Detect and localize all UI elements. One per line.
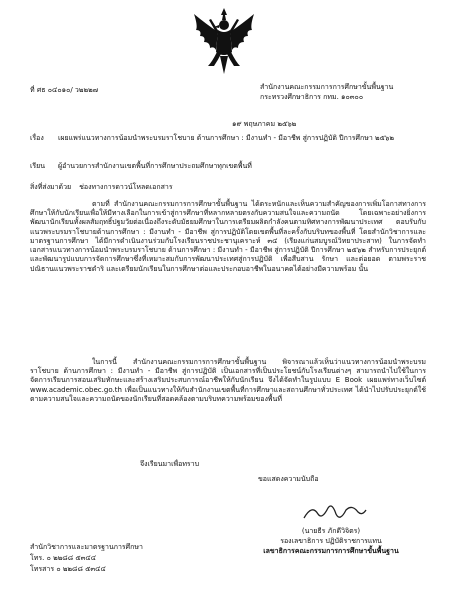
regards-line: ขอแสดงความนับถือ <box>258 475 319 483</box>
footer-office: สำนักวิชาการและมาตรฐานการศึกษา <box>30 543 143 551</box>
garuda-emblem-icon <box>190 6 258 76</box>
recipient-label: เรียน <box>30 162 46 170</box>
closing-line: จึงเรียนมาเพื่อทราบ <box>140 460 200 468</box>
recipient-row <box>30 162 425 171</box>
letter-date: ๑๙ พฤษภาคม ๒๕๖๒ <box>232 120 297 128</box>
signer-title-2: เลขาธิการคณะกรรมการการศึกษาขั้นพื้นฐาน <box>263 547 399 556</box>
attachment-label: สิ่งที่ส่งมาด้วย <box>30 183 72 191</box>
office-address: กระทรวงศึกษาธิการ กทม. ๑๐๓๐๐ <box>260 93 364 102</box>
recipient-text: ผู้อำนวยการสำนักงานเขตพื้นที่การศึกษาประถมศึกษาทุกเขตพื้นที่ <box>58 162 252 170</box>
subject-row <box>30 134 425 143</box>
signer-title-1: รองเลขาธิการ ปฏิบัติราชการแทน <box>280 537 382 546</box>
footer-phone: โทร. ๐ ๒๒๘๘ ๕๓๔๔ <box>30 553 97 562</box>
body-paragraph-2: ในการนี้ สำนักงานคณะกรรมการการศึกษาขั้นพื้นฐาน พิจารณาแล้วเห็นว่าแนวทางการน้อมนำพระบรมราโชบาย ด้านการศึกษา : มีงานทำ - มีอาชีพ สู่การปฏิบัติ เป็นเอกสารที่เป็นประโยชน์กับโรงเรียนต่างๆ สามารถนำไปใช้ในการจัดการเรียนการสอนเสริมทักษะและสร้างเสริมประสบการณ์อาชีพให้กับนักเรียน จึงได้จัดทำในรูปแบบ E Book เผยแพร่ทางเว็บไซต์ www.academic.obec.go.th เพื่อเป็นแนวทางให้กับสำนักงานเขตพื้นที่การศึกษาและสถานศึกษาทั่วประเทศ ได้นำไปปรับประยุกต์ใช้ตามความสนใจและความถนัดของนักเรียนที่สอดคล้องตามบริบทความพร้อมของพื้นที่ <box>30 358 426 403</box>
body-paragraph-1: ตามที่ สำนักงานคณะกรรมการการศึกษาขั้นพื้นฐาน ได้ตระหนักและเห็นความสำคัญของการเพิ่มโอกาสทางการศึกษาให้กับนักเรียนเพื่อให้มีทางเลือกในการเข้าสู่การศึกษาที่หลากหลายตรงกับความสนใจและความถนัด โดยเฉพาะอย่างยิ่งการพัฒนานักเรียนทั้งผลสัมฤทธิ์ปฐมวัยต่อเนื่องถึงระดับมัธยมศึกษาในการเตรียมผลิตกำลังคนตามทิศทางการพัฒนาประเทศ ตอบรับกับแนวพระบรมราโชบายด้านการศึกษา : มีงานทำ - มีอาชีพ สู่การปฏิบัติโดยเขตพื้นที่ละครั้งกับบริบทของพื้นที่ โดยสำนักวิชาการและมาตรฐานการศึกษา ได้มีการดำเนินงานร่วมกับโรงเรียนราชประชานุเคราะห์ ๓๔ (เรียงแก่นสมบูรณ์วิทยาประสาท) ในการจัดทำเอกสารแนวทางการน้อมนำพระบรมราโชบาย ด้านการศึกษา : มีงานทำ - มีอาชีพ สู่การปฏิบัติ ปีการศึกษา ๒๕๖๒ สำหรับการประยุกต์และพัฒนารูปแบบการจัดการศึกษาซึ่งที่เหมาะสมกับการพัฒนาประเทศสู่การปฏิบัติ เพื่อสืบสาน รักษา และต่อยอด ตามพระราชปณิธานแนวพระราชดำริ และเตรียมนักเรียนในการศึกษาต่อและประกอบอาชีพในอนาคตได้อย่างมีความพร้อม นั้น <box>30 200 426 273</box>
contact-footer <box>30 542 143 575</box>
attachment-row <box>30 183 425 192</box>
subject-label: เรื่อง <box>30 134 44 142</box>
signer-block <box>256 526 406 556</box>
issuing-office <box>260 82 440 102</box>
signer-name: (นายธีร ภักดีวิจิตร) <box>301 527 361 535</box>
office-name: สำนักงานคณะกรรมการการศึกษาขั้นพื้นฐาน <box>260 83 394 91</box>
subject-text: เผยแพร่แนวทางการน้อมนำพระบรมราโชบาย ด้านการศึกษา : มีงานทำ - มีอาชีพ สู่การปฏิบัติ ปีการศึกษา ๒๕๖๒ <box>58 134 394 142</box>
signature-icon <box>300 500 370 524</box>
attachment-text: ช่องทางการดาวน์โหลดเอกสาร <box>79 183 173 191</box>
reference-number: ที่ ศธ ๐๔๐๑๐/ ว๒๒๒๗ <box>30 86 98 94</box>
footer-fax: โทรสาร ๐ ๒๒๘๘ ๕๓๔๔ <box>30 564 106 573</box>
